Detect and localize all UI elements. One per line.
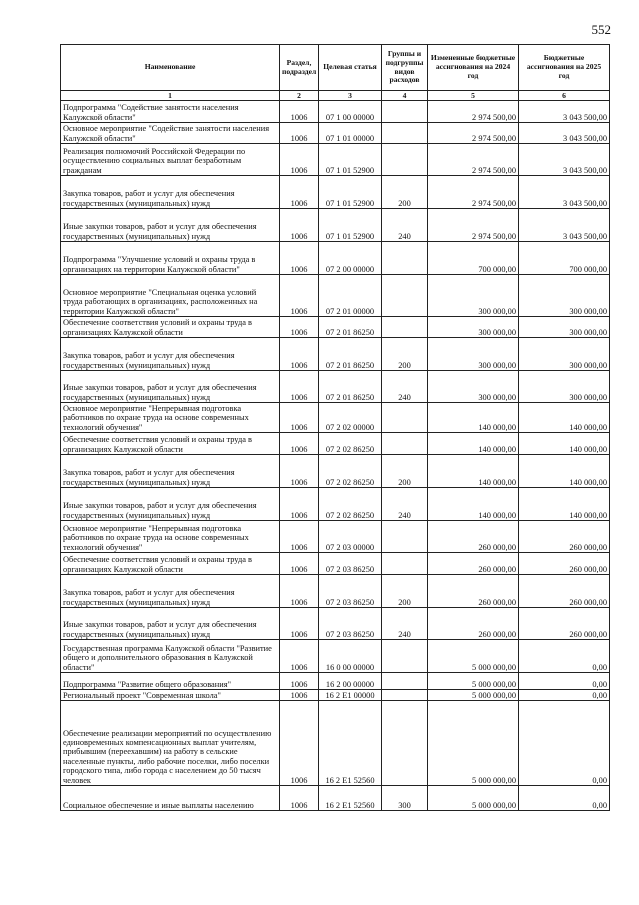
table-cell-name: Обеспечение соответствия условий и охраны труда в организациях Калужской области	[61, 553, 280, 575]
column-number-row	[61, 91, 610, 101]
table-row	[61, 553, 610, 575]
table-cell-2024: 5 000 000,00	[428, 786, 519, 811]
table-cell-group	[382, 317, 428, 338]
table-cell-2024: 140 000,00	[428, 403, 519, 433]
table-cell-2025: 300 000,00	[519, 371, 610, 403]
table-cell-2024: 5 000 000,00	[428, 690, 519, 701]
table-cell-2025: 260 000,00	[519, 575, 610, 608]
table-cell-target: 16 2 E1 52560	[319, 701, 382, 786]
table-cell-2025: 0,00	[519, 786, 610, 811]
table-cell-target: 07 2 03 00000	[319, 521, 382, 553]
table-cell-2025: 0,00	[519, 701, 610, 786]
table-cell-2024: 5 000 000,00	[428, 640, 519, 673]
table-cell-2025: 300 000,00	[519, 317, 610, 338]
table-cell-name: Закупка товаров, работ и услуг для обеспечения государственных (муниципальных) нужд	[61, 338, 280, 371]
table-cell-2024: 2 974 500,00	[428, 209, 519, 242]
table-row	[61, 242, 610, 275]
column-number: 1	[61, 91, 280, 101]
table-cell-name: Подпрограмма "Содействие занятости населения Калужской области"	[61, 101, 280, 123]
table-cell-section: 1006	[280, 403, 319, 433]
table-cell-2024: 140 000,00	[428, 488, 519, 521]
table-cell-group: 240	[382, 608, 428, 640]
table-cell-2024: 2 974 500,00	[428, 176, 519, 209]
table-cell-target: 07 2 03 86250	[319, 608, 382, 640]
table-cell-2025: 260 000,00	[519, 608, 610, 640]
header-row	[61, 45, 610, 91]
table-cell-2025: 3 043 500,00	[519, 209, 610, 242]
table-cell-section: 1006	[280, 553, 319, 575]
table-cell-target: 07 2 02 00000	[319, 403, 382, 433]
table-cell-group: 200	[382, 455, 428, 488]
table-cell-name: Иные закупки товаров, работ и услуг для обеспечения государственных (муниципальных) нужд	[61, 608, 280, 640]
table-cell-2024: 300 000,00	[428, 275, 519, 317]
table-cell-section: 1006	[280, 338, 319, 371]
table-cell-name: Основное мероприятие "Непрерывная подготовка работников по охране труда на основе современных технологий обучения"	[61, 521, 280, 553]
table-cell-section: 1006	[280, 690, 319, 701]
table-cell-name: Основное мероприятие "Специальная оценка условий труда работающих в организациях, расположенных на территории Калужской области"	[61, 275, 280, 317]
table-cell-target: 07 1 01 00000	[319, 123, 382, 144]
table-cell-name: Иные закупки товаров, работ и услуг для обеспечения государственных (муниципальных) нужд	[61, 209, 280, 242]
table-cell-target: 07 2 01 86250	[319, 338, 382, 371]
table-cell-2025: 140 000,00	[519, 488, 610, 521]
table-cell-2025: 0,00	[519, 690, 610, 701]
table-cell-target: 07 1 00 00000	[319, 101, 382, 123]
table-cell-name: Обеспечение реализации мероприятий по осуществлению единовременных компенсационных выплат учителям, прибывшим (переехавшим) на работу в сельские населенные пункты, либо рабочие поселки, либо поселки городского типа, либо города с населением до 50 тысяч человек	[61, 701, 280, 786]
column-number: 3	[319, 91, 382, 101]
table-cell-name: Обеспечение соответствия условий и охраны труда в организациях Калужской области	[61, 317, 280, 338]
table-cell-2025: 140 000,00	[519, 433, 610, 455]
table-cell-2025: 0,00	[519, 640, 610, 673]
table-cell-section: 1006	[280, 144, 319, 176]
table-cell-name: Иные закупки товаров, работ и услуг для обеспечения государственных (муниципальных) нужд	[61, 371, 280, 403]
table-cell-2024: 260 000,00	[428, 575, 519, 608]
header-section: Раздел, подраздел	[280, 45, 319, 91]
table-cell-target: 07 2 00 00000	[319, 242, 382, 275]
table-cell-group	[382, 101, 428, 123]
table-cell-section: 1006	[280, 123, 319, 144]
table-row	[61, 275, 610, 317]
table-cell-name: Закупка товаров, работ и услуг для обеспечения государственных (муниципальных) нужд	[61, 455, 280, 488]
table-row	[61, 433, 610, 455]
table-cell-2025: 3 043 500,00	[519, 176, 610, 209]
table-cell-section: 1006	[280, 317, 319, 338]
header-name: Наименование	[61, 45, 280, 91]
table-cell-target: 07 2 01 86250	[319, 371, 382, 403]
table-cell-group: 300	[382, 786, 428, 811]
table-cell-name: Обеспечение соответствия условий и охраны труда в организациях Калужской области	[61, 433, 280, 455]
table-cell-2025: 700 000,00	[519, 242, 610, 275]
table-cell-2024: 700 000,00	[428, 242, 519, 275]
table-cell-target: 07 2 01 86250	[319, 317, 382, 338]
table-cell-target: 07 1 01 52900	[319, 209, 382, 242]
table-row	[61, 371, 610, 403]
table-cell-section: 1006	[280, 488, 319, 521]
table-cell-section: 1006	[280, 575, 319, 608]
table-cell-name: Основное мероприятие "Содействие занятости населения Калужской области"	[61, 123, 280, 144]
table-cell-group: 200	[382, 338, 428, 371]
table-cell-group	[382, 123, 428, 144]
table-cell-name: Реализация полномочий Российской Федерации по осуществлению социальных выплат безработным гражданам	[61, 144, 280, 176]
table-row	[61, 521, 610, 553]
table-cell-section: 1006	[280, 673, 319, 690]
table-cell-name: Закупка товаров, работ и услуг для обеспечения государственных (муниципальных) нужд	[61, 575, 280, 608]
table-cell-name: Иные закупки товаров, работ и услуг для обеспечения государственных (муниципальных) нужд	[61, 488, 280, 521]
table-cell-section: 1006	[280, 455, 319, 488]
table-cell-target: 16 2 E1 00000	[319, 690, 382, 701]
table-cell-group	[382, 144, 428, 176]
table-cell-2024: 260 000,00	[428, 553, 519, 575]
table-cell-name: Региональный проект "Современная школа"	[61, 690, 280, 701]
table-cell-target: 07 1 01 52900	[319, 176, 382, 209]
table-cell-group	[382, 433, 428, 455]
table-row	[61, 176, 610, 209]
table-row	[61, 673, 610, 690]
table-cell-target: 16 2 E1 52560	[319, 786, 382, 811]
table-cell-name: Социальное обеспечение и иные выплаты населению	[61, 786, 280, 811]
table-cell-group: 240	[382, 488, 428, 521]
table-cell-target: 16 2 00 00000	[319, 673, 382, 690]
table-cell-section: 1006	[280, 433, 319, 455]
table-row	[61, 575, 610, 608]
table-cell-group: 200	[382, 176, 428, 209]
table-cell-target: 07 1 01 52900	[319, 144, 382, 176]
table-cell-group	[382, 690, 428, 701]
table-cell-group: 240	[382, 209, 428, 242]
table-cell-target: 07 2 02 86250	[319, 488, 382, 521]
table-cell-section: 1006	[280, 371, 319, 403]
table-row	[61, 608, 610, 640]
table-cell-name: Подпрограмма "Развитие общего образования"	[61, 673, 280, 690]
budget-table	[60, 44, 610, 811]
header-target: Целевая статья	[319, 45, 382, 91]
table-cell-target: 07 2 02 86250	[319, 433, 382, 455]
table-cell-2024: 300 000,00	[428, 338, 519, 371]
table-cell-section: 1006	[280, 176, 319, 209]
table-row	[61, 690, 610, 701]
table-cell-name: Основное мероприятие "Непрерывная подготовка работников по охране труда на основе современных технологий обучения"	[61, 403, 280, 433]
table-cell-target: 07 2 01 00000	[319, 275, 382, 317]
table-cell-2025: 260 000,00	[519, 553, 610, 575]
table-cell-2025: 3 043 500,00	[519, 123, 610, 144]
table-cell-2024: 2 974 500,00	[428, 123, 519, 144]
table-cell-2024: 260 000,00	[428, 608, 519, 640]
table-cell-2025: 300 000,00	[519, 338, 610, 371]
table-cell-section: 1006	[280, 101, 319, 123]
table-cell-section: 1006	[280, 521, 319, 553]
table-cell-group	[382, 521, 428, 553]
column-number: 4	[382, 91, 428, 101]
column-number: 6	[519, 91, 610, 101]
table-cell-2024: 140 000,00	[428, 433, 519, 455]
table-cell-2025: 260 000,00	[519, 521, 610, 553]
table-row	[61, 786, 610, 811]
table-cell-target: 07 2 03 86250	[319, 553, 382, 575]
table-row	[61, 403, 610, 433]
table-cell-target: 07 2 02 86250	[319, 455, 382, 488]
table-cell-2025: 300 000,00	[519, 275, 610, 317]
table-cell-target: 16 0 00 00000	[319, 640, 382, 673]
table-cell-2024: 140 000,00	[428, 455, 519, 488]
table-cell-name: Государственная программа Калужской области "Развитие общего и дополнительного образования в Калужской области"	[61, 640, 280, 673]
table-cell-group	[382, 275, 428, 317]
table-cell-group	[382, 701, 428, 786]
table-cell-section: 1006	[280, 209, 319, 242]
table-cell-2024: 300 000,00	[428, 317, 519, 338]
table-cell-group	[382, 640, 428, 673]
table-cell-2024: 5 000 000,00	[428, 701, 519, 786]
table-row	[61, 209, 610, 242]
table-cell-2024: 260 000,00	[428, 521, 519, 553]
header-groups: Группы и подгруппы видов расходов	[382, 45, 428, 91]
page-number: 552	[591, 22, 611, 37]
table-cell-section: 1006	[280, 786, 319, 811]
table-cell-group	[382, 673, 428, 690]
table-row	[61, 455, 610, 488]
table-row	[61, 101, 610, 123]
table-cell-section: 1006	[280, 608, 319, 640]
table-cell-2025: 0,00	[519, 673, 610, 690]
table-cell-section: 1006	[280, 275, 319, 317]
table-cell-2024: 5 000 000,00	[428, 673, 519, 690]
table-cell-target: 07 2 03 86250	[319, 575, 382, 608]
header-budget-2025: Бюджетные ассигнования на 2025 год	[519, 45, 610, 91]
table-row	[61, 701, 610, 786]
table-row	[61, 640, 610, 673]
column-number: 2	[280, 91, 319, 101]
table-cell-name: Закупка товаров, работ и услуг для обеспечения государственных (муниципальных) нужд	[61, 176, 280, 209]
table-cell-section: 1006	[280, 242, 319, 275]
header-changed-2024: Измененные бюджетные ассигнования на 2024 год	[428, 45, 519, 91]
table-row	[61, 123, 610, 144]
table-cell-group	[382, 553, 428, 575]
table-cell-2025: 140 000,00	[519, 403, 610, 433]
table-cell-2024: 300 000,00	[428, 371, 519, 403]
table-cell-group: 200	[382, 575, 428, 608]
table-cell-section: 1006	[280, 701, 319, 786]
column-number: 5	[428, 91, 519, 101]
table-cell-group	[382, 242, 428, 275]
table-cell-group: 240	[382, 371, 428, 403]
table-row	[61, 338, 610, 371]
table-cell-2024: 2 974 500,00	[428, 101, 519, 123]
table-cell-2025: 3 043 500,00	[519, 101, 610, 123]
table-cell-2024: 2 974 500,00	[428, 144, 519, 176]
table-row	[61, 144, 610, 176]
table-row	[61, 317, 610, 338]
table-cell-group	[382, 403, 428, 433]
table-cell-2025: 3 043 500,00	[519, 144, 610, 176]
table-row	[61, 488, 610, 521]
table-cell-2025: 140 000,00	[519, 455, 610, 488]
table-cell-section: 1006	[280, 640, 319, 673]
table-cell-name: Подпрограмма "Улучшение условий и охраны труда в организациях на территории Калужской области"	[61, 242, 280, 275]
